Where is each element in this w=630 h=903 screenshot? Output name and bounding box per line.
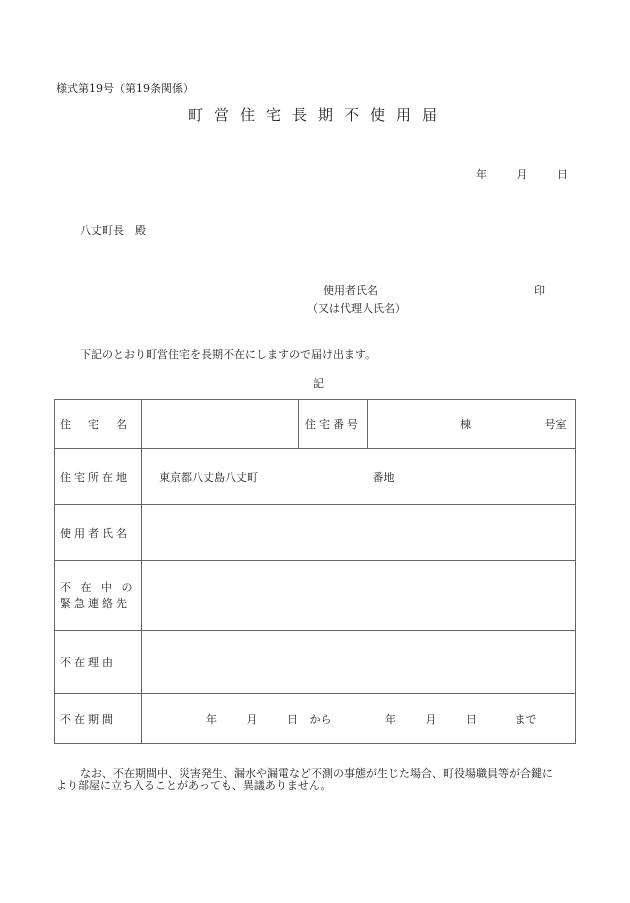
note-line-2: より部屋に立ち入ることがあっても、異議ありません。 — [56, 779, 332, 792]
absence-reason-field[interactable] — [142, 631, 576, 694]
from-day: 日 — [287, 712, 298, 726]
to-day: 日 — [466, 712, 477, 726]
note-line-1: なお、不在期間中、災害発生、漏水や漏電など不測の事態が生じた場合、町役場職員等が合鍵に — [80, 767, 553, 780]
location-prefix: 東京都八丈島八丈町 — [159, 470, 258, 484]
page-title: 町営住宅長期不使用届 — [188, 106, 449, 124]
row-location — [55, 449, 576, 505]
date-year: 年 — [476, 168, 487, 181]
row-absence-reason — [55, 631, 576, 694]
row-user-name — [55, 505, 576, 561]
from-month: 月 — [246, 712, 258, 726]
row-emergency-contact — [55, 561, 576, 631]
housing-number-label: 住宅番号 — [299, 400, 368, 449]
form-number: 様式第19号（第19条関係） — [56, 82, 194, 95]
to-suffix: まで — [514, 712, 537, 726]
from-suffix: から — [309, 712, 332, 726]
absence-period-label: 不在期間 — [55, 694, 142, 744]
submission-date — [476, 166, 568, 182]
applicant-name-label: 使用者氏名 — [323, 284, 378, 297]
date-day: 日 — [557, 168, 568, 181]
building-unit: 棟 — [460, 418, 471, 431]
absence-period-field[interactable] — [142, 694, 576, 744]
housing-name-label: 住 宅 名 — [55, 400, 142, 449]
from-year: 年 — [206, 712, 217, 726]
application-table — [54, 399, 576, 744]
intro-text: 下記のとおり町営住宅を長期不在にしますので届け出ます。 — [80, 348, 377, 361]
date-month: 月 — [516, 168, 528, 181]
housing-name-field[interactable] — [142, 400, 299, 449]
location-label: 住宅所在地 — [55, 449, 142, 505]
addressee: 八丈町長 殿 — [80, 224, 146, 237]
seal-label: 印 — [534, 284, 545, 297]
emergency-contact-field[interactable] — [142, 561, 576, 631]
room-unit: 号室 — [544, 418, 567, 431]
absence-reason-label: 不在理由 — [55, 631, 142, 694]
row-housing-name — [55, 400, 576, 449]
emergency-contact-label: 不 在 中 の 緊急連絡先 — [55, 561, 142, 631]
to-month: 月 — [425, 712, 437, 726]
housing-number-field[interactable] — [368, 400, 576, 449]
proxy-name-label: （又は代理人氏名） — [307, 302, 406, 315]
location-suffix: 番地 — [372, 470, 395, 484]
ki-heading: 記 — [313, 377, 324, 390]
location-field[interactable] — [142, 449, 576, 505]
user-name-field[interactable] — [142, 505, 576, 561]
consent-note — [56, 768, 586, 792]
row-absence-period — [55, 694, 576, 744]
to-year: 年 — [385, 712, 396, 726]
user-name-label: 使用者氏名 — [55, 505, 142, 561]
